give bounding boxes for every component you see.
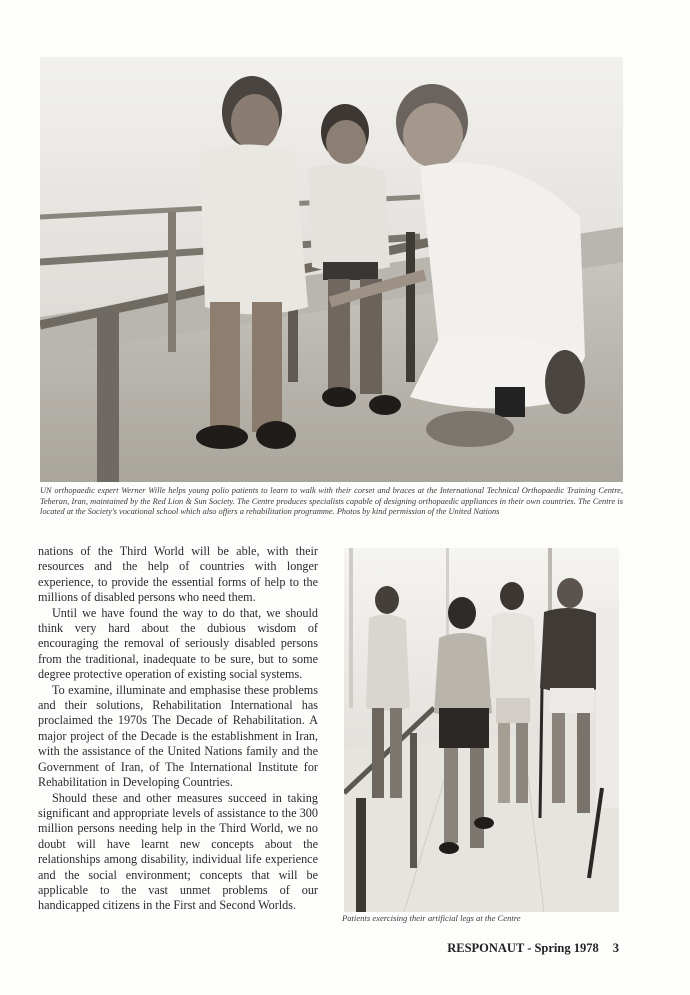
photo-polio-patients-with-expert	[40, 57, 623, 482]
article-paragraph: Should these and other measures succeed in taking significant and appropriate levels of assistance to the 300 million persons needing help in the Third World, we no doubt will have learnt new concepts about the relationships among disability, individual life experience and the social environment; concepts that will be applicable to the vast unmet problems of our handicapped citizens in the First and Second Worlds.	[38, 790, 318, 913]
photo-patients-exercising	[344, 548, 619, 912]
page-number: 3	[612, 941, 619, 955]
photo-top-illustration	[40, 57, 623, 482]
article-paragraph: To examine, illuminate and emphasise these problems and their solutions, Rehabilitation International has proclaimed the 1970s The Decade of Rehabilitation. A major project of the Decade is the establishment in Iran, with the assistance of the United Nations family and the Government of Iran, of The International Institute for Rehabilitation in Developing Countries.	[38, 682, 318, 790]
article-body	[38, 544, 318, 914]
article-paragraph: Until we have found the way to do that, we should think very hard about the dubious wisdom of encouraging the removal of seriously disabled persons from the traditional, inadequate to be sure, but to some degree protective operation of existing social systems.	[38, 605, 318, 682]
article-paragraph: nations of the Third World will be able, with their resources and the help of countries with longer experience, to provide the essential forms of help to the millions of disabled persons who need them.	[38, 544, 318, 605]
publication-name: RESPONAUT - Spring 1978	[447, 941, 599, 955]
page-footer	[447, 941, 619, 956]
photo-top-caption: UN orthopaedic expert Werner Wille helps young polio patients to learn to walk with their corset and braces at the International Technical Orthopaedic Training Centre, Teheran, Iran, maintained by the Red Lion & Sun Society. The Centre produces specialists capable of designing orthopaedic appliances in their own countries. The Centre is located at the Society's vocational school which also offers a rehabilitation programme. Photos by kind permission of the United Nations	[40, 486, 623, 517]
photo-bottom-illustration	[344, 548, 619, 912]
photo-bottom-caption: Patients exercising their artificial legs at the Centre	[342, 913, 521, 923]
